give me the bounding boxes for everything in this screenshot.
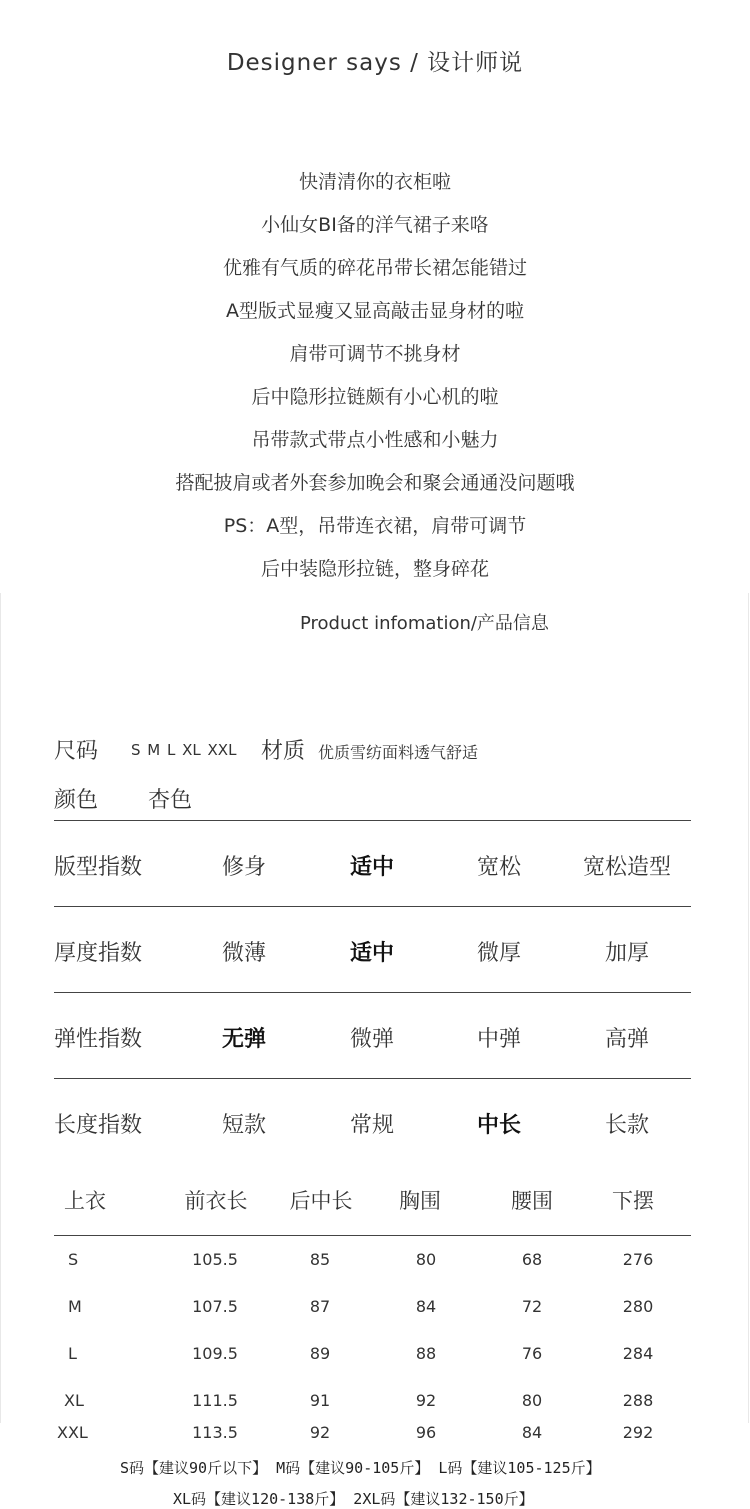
designer-title: Designer says / 设计师说: [226, 50, 524, 76]
measure-cell: 276: [622, 1250, 654, 1269]
index-option: 加厚: [604, 941, 649, 966]
index-option-selected: 适中: [349, 941, 394, 966]
measure-cell: 284: [622, 1344, 654, 1363]
measure-cell: 92: [309, 1423, 331, 1442]
size-table-header-cell: 胸围: [399, 1189, 441, 1213]
measure-cell: 109.5: [192, 1344, 238, 1363]
size-label: 尺码: [54, 739, 99, 764]
divider: [54, 906, 691, 907]
measure-cell: 96: [415, 1423, 437, 1442]
material-value: 优质雪纺面料透气舒适: [318, 743, 479, 762]
size-cell: XL: [64, 1391, 84, 1410]
index-option: 微薄: [221, 941, 266, 966]
measure-cell: 80: [415, 1250, 437, 1269]
index-option: 短款: [221, 1113, 266, 1138]
index-option: 修身: [221, 855, 266, 880]
description-line: 搭配披肩或者外套参加晚会和聚会通通没问题哦: [175, 472, 575, 494]
measure-cell: 68: [521, 1250, 543, 1269]
description-line: A型版式显瘦又显高敲击显身材的啦: [226, 300, 524, 322]
measure-cell: 91: [309, 1391, 331, 1410]
index-option: 中弹: [476, 1027, 521, 1052]
index-option: 长款: [604, 1113, 649, 1138]
size-advice-line: XL码【建议120-138斤】 2XL码【建议132-150斤】: [173, 1490, 534, 1508]
size-cell: S: [68, 1250, 79, 1269]
description-line: PS：A型，吊带连衣裙，肩带可调节: [223, 515, 527, 537]
index-option-selected: 无弹: [221, 1027, 266, 1052]
description-line: 快清清你的衣柜啦: [298, 171, 451, 193]
measure-cell: 105.5: [192, 1250, 238, 1269]
measure-cell: 85: [309, 1250, 331, 1269]
measure-cell: 76: [521, 1344, 543, 1363]
measure-cell: 80: [521, 1391, 543, 1410]
size-cell: L: [68, 1344, 77, 1363]
product-info-heading: Product infomation/产品信息: [300, 613, 549, 634]
index-label: 厚度指数: [54, 941, 143, 966]
panel-border-left: [0, 593, 1, 1423]
divider: [54, 1078, 691, 1079]
index-label: 弹性指数: [54, 1027, 143, 1052]
divider: [54, 992, 691, 993]
measure-cell: 88: [415, 1344, 437, 1363]
size-table-header-cell: 腰围: [511, 1189, 553, 1213]
index-option: 常规: [349, 1113, 394, 1138]
divider: [54, 820, 691, 821]
size-advice-line: S码【建议90斤以下】 M码【建议90-105斤】 L码【建议105-125斤】: [120, 1459, 601, 1477]
size-cell: M: [68, 1297, 82, 1316]
measure-cell: 87: [309, 1297, 331, 1316]
measure-cell: 84: [521, 1423, 543, 1442]
measure-cell: 92: [415, 1391, 437, 1410]
measure-cell: 113.5: [192, 1423, 238, 1442]
size-values: S M L XL XXL: [131, 741, 237, 759]
size-table-header-cell: 下摆: [612, 1189, 654, 1213]
index-label: 版型指数: [54, 855, 143, 880]
measure-cell: 107.5: [192, 1297, 238, 1316]
size-cell: XXL: [57, 1423, 88, 1442]
color-label: 颜色: [54, 788, 99, 813]
index-option: 宽松: [476, 855, 521, 880]
description-line: 吊带款式带点小性感和小魅力: [251, 429, 499, 451]
measure-cell: 111.5: [192, 1391, 238, 1410]
index-option: 宽松造型: [582, 855, 671, 880]
description-line: 优雅有气质的碎花吊带长裙怎能错过: [222, 257, 527, 279]
measure-cell: 280: [622, 1297, 654, 1316]
description-line: 后中隐形拉链颇有小心机的啦: [251, 386, 499, 408]
divider: [54, 1235, 691, 1236]
index-label: 长度指数: [54, 1113, 143, 1138]
measure-cell: 84: [415, 1297, 437, 1316]
size-table-header-cell: 后中长: [289, 1189, 353, 1213]
description-line: 后中装隐形拉链，整身碎花: [260, 558, 489, 580]
index-option: 高弹: [604, 1027, 649, 1052]
measure-cell: 292: [622, 1423, 654, 1442]
description-line: 小仙女BI备的洋气裙子来咯: [261, 214, 489, 236]
measure-cell: 288: [622, 1391, 654, 1410]
index-option: 微弹: [349, 1027, 394, 1052]
size-table-header-cell: 前衣长: [184, 1189, 248, 1213]
measure-cell: 72: [521, 1297, 543, 1316]
index-option-selected: 中长: [476, 1113, 521, 1138]
measure-cell: 89: [309, 1344, 331, 1363]
color-value: 杏色: [148, 788, 193, 813]
panel-border-right: [748, 593, 749, 1423]
index-option-selected: 适中: [349, 855, 394, 880]
description-line: 肩带可调节不挑身材: [289, 343, 461, 365]
material-label: 材质: [261, 739, 306, 764]
size-table-header-cell: 上衣: [64, 1189, 106, 1213]
index-option: 微厚: [476, 941, 521, 966]
